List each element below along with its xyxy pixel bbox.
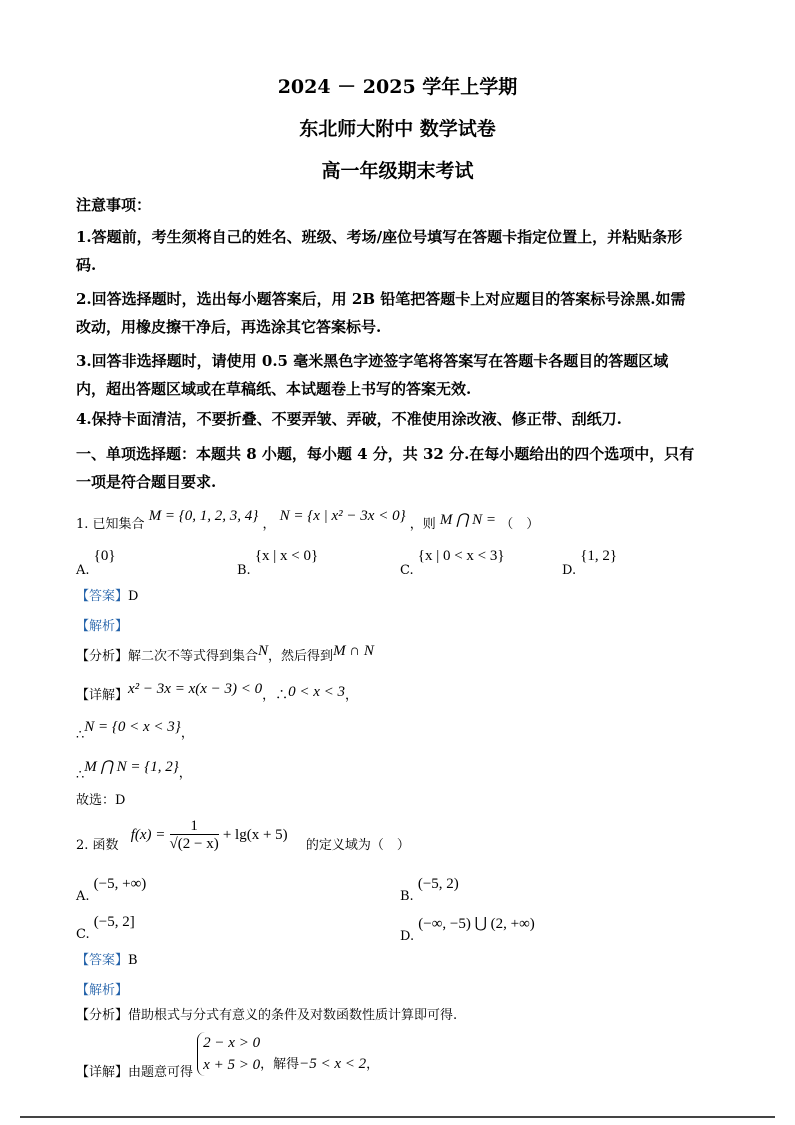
q1-answer-tag: 【答案】: [76, 589, 129, 604]
q2-xiangjie-res: −5 < x < 2: [299, 1055, 367, 1072]
q1-xiangjie-tag: 【详解】: [76, 688, 129, 703]
q2-fraction-den: √(2 − x): [169, 836, 219, 852]
q2-answer-tag: 【答案】: [76, 953, 129, 968]
page-bottom-divider: [20, 1116, 775, 1118]
q2-inequality-system: [197, 1032, 260, 1076]
q2-option-a-text: (−5, +∞): [93, 876, 147, 892]
section-heading-line-2: 一项是符合题目要求.: [76, 473, 217, 491]
q1-fenxi-mn: M ∩ N: [333, 643, 374, 659]
q2-xiangjie-tag: 【详解】: [76, 1064, 129, 1080]
q1-answer-value: D: [128, 589, 139, 604]
note-1-line-1: 1.答题前，考生须将自己的姓名、班级、考场/座位号填写在答题卡指定位置上，并粘贴条形: [76, 228, 683, 246]
note-1-line-2: 码.: [76, 256, 97, 274]
q1-fenxi-tag: 【分析】: [76, 649, 129, 664]
q2-option-b-letter: B.: [400, 889, 414, 904]
q1-answer: [76, 585, 138, 604]
q1-xiangjie-mid: ，∴: [262, 688, 289, 703]
q2-fraction-num: 1: [170, 818, 219, 835]
q2-option-d-letter: D.: [400, 929, 415, 944]
q1-fenxi-text: 解二次不等式得到集合: [128, 649, 259, 664]
q1-prefix: 1. 已知集合: [76, 517, 145, 532]
q1-option-b: [237, 548, 319, 578]
note-2-line-2: 改动，用橡皮擦干净后，再选涂其它答案标号.: [76, 318, 382, 336]
q1-then: ，则: [409, 517, 436, 532]
question-1-stem: [76, 508, 540, 533]
q1-analysis-tag: 【解析】: [76, 619, 129, 634]
q1-ask: M ⋂ N =: [439, 512, 497, 528]
q1-step-2-comma: ，: [180, 726, 194, 741]
q1-option-d-letter: D.: [562, 563, 577, 578]
q1-option-b-letter: B.: [237, 563, 251, 578]
note-3-line-1: 3.回答非选择题时，请使用 0.5 毫米黑色字迹签字笔将答案写在答题卡各题目的答题区域: [76, 352, 669, 370]
q1-option-c-text: {x | 0 < x < 3}: [417, 548, 505, 564]
note-4: 4.保持卡面清洁，不要折叠、不要弄皱、弄破，不准使用涂改液、修正带、刮纸刀.: [76, 410, 622, 428]
q1-step-3-therefore: ∴: [76, 768, 85, 783]
q2-option-d-text: (−∞, −5) ⋃ (2, +∞): [418, 916, 535, 932]
q1-step-3: [76, 756, 192, 783]
q2-tail: + lg(x + 5): [222, 827, 288, 843]
q1-paren: （ ）: [500, 517, 540, 532]
exam-school-title: 东北师大附中 数学试卷: [299, 118, 496, 140]
q1-step-2: [76, 716, 194, 743]
q1-xiangjie-eq: x² − 3x = x(x − 3) < 0: [128, 681, 263, 697]
q2-option-b-text: (−5, 2): [417, 876, 459, 892]
q2-xiangjie: [76, 1032, 380, 1080]
q1-fenxi: [76, 645, 374, 665]
q1-option-b-text: {x | x < 0}: [254, 548, 319, 564]
q2-option-d: [400, 914, 535, 944]
q1-option-c-letter: C.: [400, 563, 414, 578]
q1-fenxi-n: N: [258, 643, 269, 659]
q2-analysis-tag: 【解析】: [76, 983, 129, 998]
q1-option-d: [562, 548, 618, 578]
q1-xiangjie: [76, 681, 359, 704]
q2-fenxi-text: 借助根式与分式有意义的条件及对数函数性质计算即可得.: [128, 1008, 458, 1023]
q1-step-3-eq: M ⋂ N = {1, 2}: [84, 759, 179, 775]
q1-xiangjie-res: 0 < x < 3: [288, 684, 346, 700]
q1-set-m: M = {0, 1, 2, 3, 4}: [148, 508, 259, 524]
q1-option-a-text: {0}: [93, 548, 116, 564]
q2-option-b: [400, 876, 459, 904]
q1-sep: ，: [262, 517, 276, 532]
q2-xiangjie-end: ，: [366, 1056, 380, 1072]
q1-option-a: [76, 548, 116, 578]
q1-fenxi-text2: ，然后得到: [268, 649, 334, 664]
q1-option-c: [400, 548, 505, 578]
q2-suffix: 的定义域为（ ）: [305, 838, 410, 853]
q1-option-a-letter: A.: [76, 563, 90, 578]
q1-step-2-therefore: ∴: [76, 728, 85, 743]
section-heading-line-1: 一、单项选择题：本题共 8 小题，每小题 4 分，共 32 分.在每小题给出的四个选项中，只有: [76, 445, 695, 463]
question-2-stem: [76, 818, 410, 853]
q2-fenxi-tag: 【分析】: [76, 1008, 129, 1023]
q2-option-c: [76, 914, 135, 942]
q2-option-c-text: (−5, 2]: [93, 914, 135, 930]
q2-system-line-1: 2 − x > 0: [203, 1035, 261, 1051]
q1-set-n: N = {x | x² − 3x < 0}: [279, 508, 406, 524]
q1-step-3-comma: ，: [178, 766, 192, 781]
note-2-line-1: 2.回答选择题时，选出每小题答案后，用 2B 铅笔把答题卡上对应题目的答案标号涂黑.如需: [76, 290, 686, 308]
q2-system-line-2: x + 5 > 0: [203, 1057, 261, 1073]
q2-answer: [76, 949, 138, 968]
q2-prefix: 2. 函数: [76, 838, 119, 853]
q2-xiangjie-text2: ，解得: [260, 1056, 300, 1072]
notes-heading: 注意事项：: [76, 196, 152, 214]
q1-step-2-eq: N = {0 < x < 3}: [84, 719, 181, 735]
q2-fenxi: [76, 1004, 457, 1023]
q2-option-a-letter: A.: [76, 889, 90, 904]
q2-xiangjie-text: 由题意可得: [128, 1064, 194, 1080]
exam-year-title: 2024 － 2025 学年上学期: [277, 76, 518, 98]
q2-option-c-letter: C.: [76, 927, 90, 942]
exam-grade-title: 高一年级期末考试: [321, 160, 474, 182]
q1-choose: 故选：D: [76, 793, 126, 808]
q1-xiangjie-end: ，: [345, 688, 359, 703]
q2-fx: f(x) =: [130, 827, 166, 843]
q1-option-d-text: {1, 2}: [580, 548, 618, 564]
note-3-line-2: 内，超出答题区域或在草稿纸、本试题卷上书写的答案无效.: [76, 380, 472, 398]
q2-option-a: [76, 876, 147, 904]
q2-fraction: [170, 818, 219, 853]
q2-answer-value: B: [128, 953, 138, 968]
